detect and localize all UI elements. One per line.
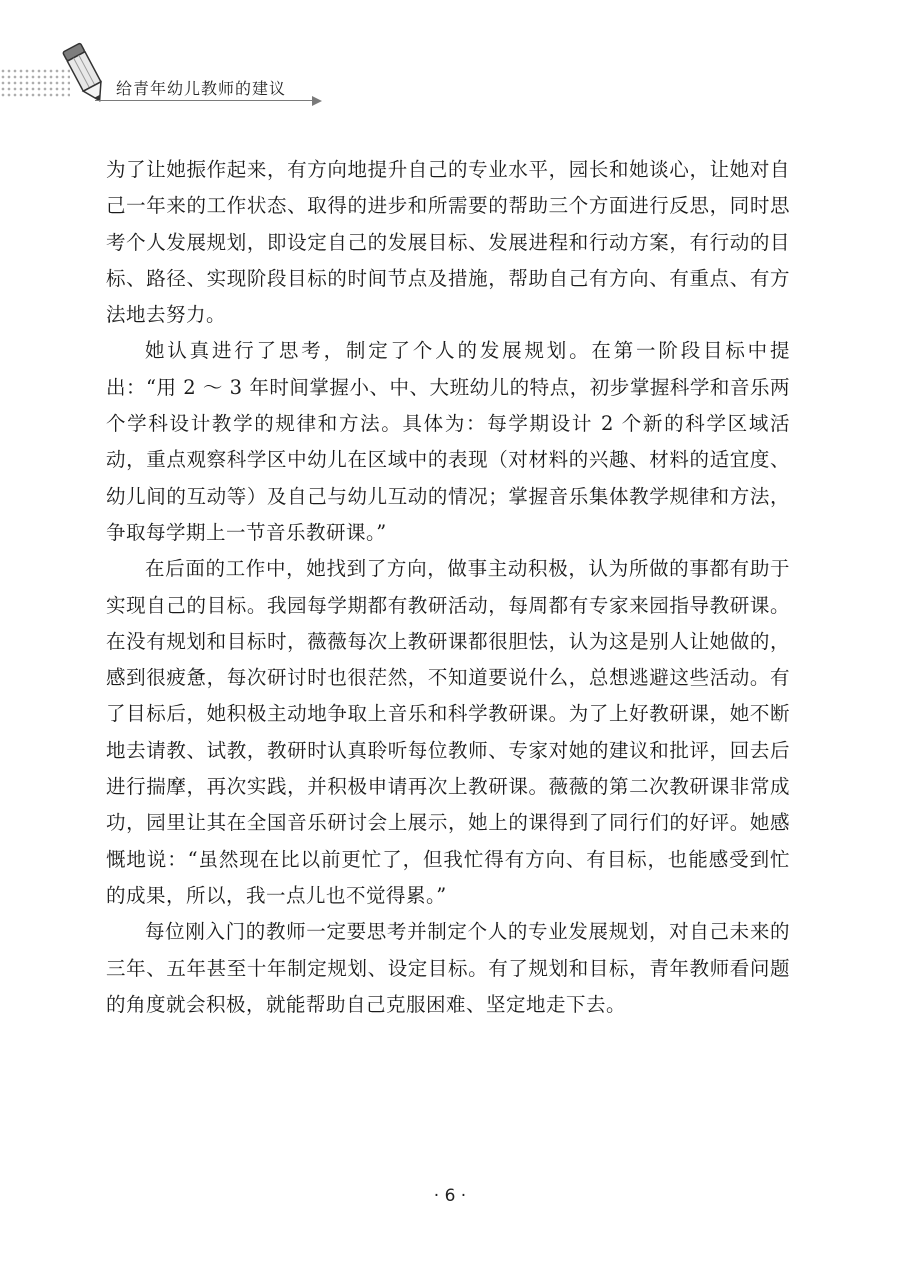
running-header-title: 给青年幼儿教师的建议 (116, 79, 287, 98)
paragraph-3: 在后面的工作中，她找到了方向，做事主动积极，认为所做的事都有助于实现自己的目标。我园每学期都有教研活动，每周都有专家来园指导教研课。在没有规划和目标时，薇薇每次上教研课都很胆怯，认为这是别人让她做的，感到很疲惫，每次研讨时也很茫然，不知道要说什么，总想逃避这些活动。有了目标后，她积极主动地争取上音乐和科学教研课。为了上好教研课，她不断地去请教、试教，教研时认真聆听每位教师、专家对她的建议和批评，回去后进行揣摩，再次实践，并积极申请再次上教研课。薇薇的第二次教研课非常成功，园里让其在全国音乐研讨会上展示，她上的课得到了同行们的好评。她感慨地说：“虽然现在比以前更忙了，但我忙得有方向、有目标，也能感受到忙的成果，所以，我一点儿也不觉得累。” (106, 557, 790, 907)
header-rule (95, 100, 315, 101)
paragraph-1: 为了让她振作起来，有方向地提升自己的专业水平，园长和她谈心，让她对自己一年来的工作状态、取得的进步和所需要的帮助三个方面进行反思，同时思考个人发展规划，即设定自己的发展目标、发展进程和行动方案，有行动的目标、路径、实现阶段目标的时间节点及措施，帮助自己有方向、有重点、有方法地去努力。 (106, 158, 790, 327)
page-number: · 6 · (433, 1186, 467, 1206)
paragraph-2: 她认真进行了思考，制定了个人的发展规划。在第一阶段目标中提出：“用 2 ～ 3 年时间掌握小、中、大班幼儿的特点，初步掌握科学和音乐两个学科设计教学的规律和方法。具体为：每学期设计 2 个新的科学区域活动，重点观察科学区中幼儿在区域中的表现（对材料的兴趣、材料的适宜度、幼儿间的互动等）及自己与幼儿互动的情况；掌握音乐集体教学规律和方法，争取每学期上一节音乐教研课。” (106, 339, 790, 544)
running-header (0, 0, 900, 130)
body-text (106, 152, 790, 1023)
paragraph-4: 每位刚入门的教师一定要思考并制定个人的专业发展规划，对自己未来的三年、五年甚至十年制定规划、设定目标。有了规划和目标，青年教师看问题的角度就会积极，就能帮助自己克服困难、坚定地走下去。 (106, 920, 790, 1016)
header-arrow-icon (312, 96, 322, 106)
